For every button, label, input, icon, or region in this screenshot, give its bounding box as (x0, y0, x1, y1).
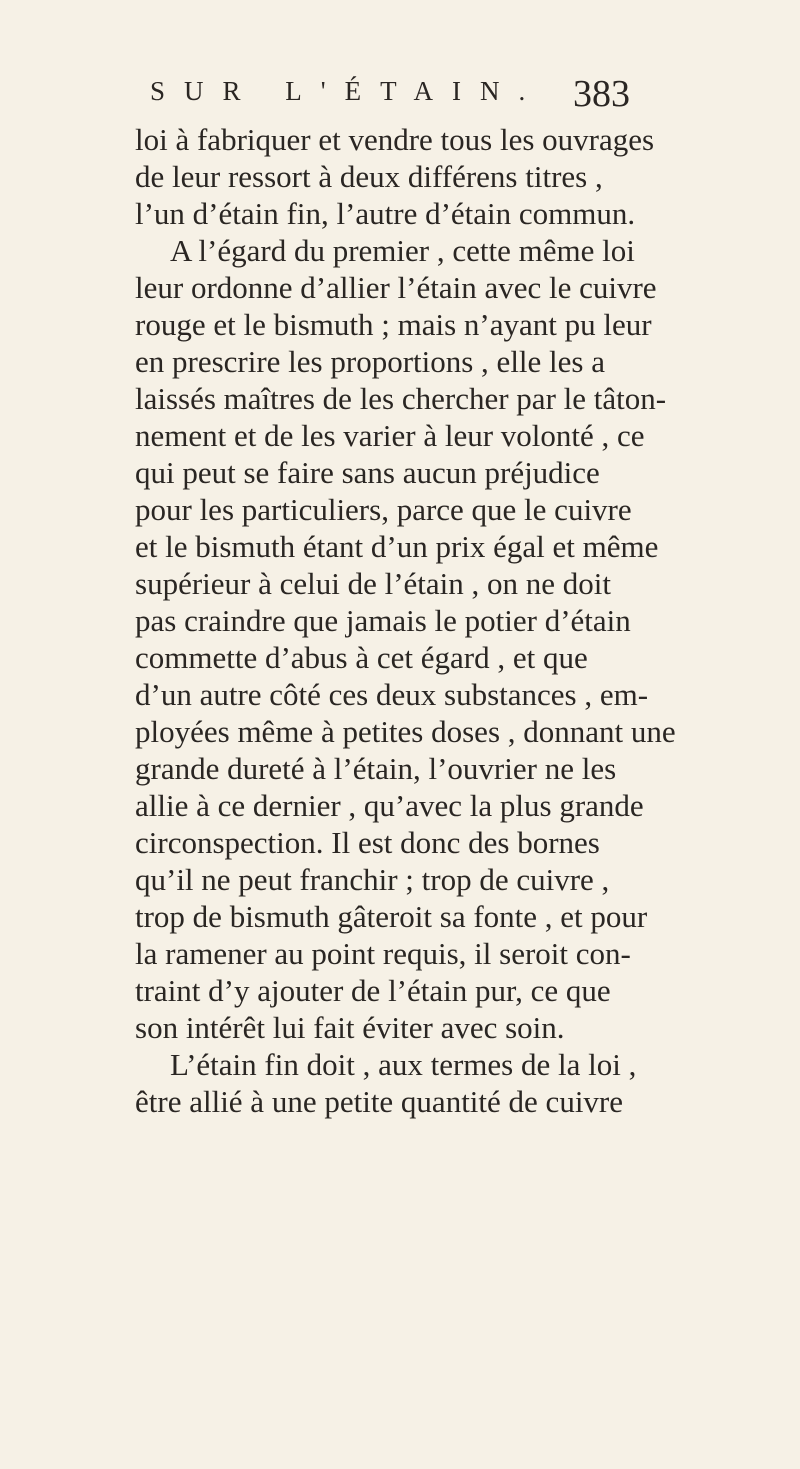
text-line: circonspection. Il est donc des bornes (135, 825, 600, 860)
text-line: A l’égard du premier , cette même loi (170, 233, 635, 268)
running-head (150, 72, 630, 122)
text-line: supérieur à celui de l’étain , on ne doit (135, 566, 612, 601)
text-line: grande dureté à l’étain, l’ouvrier ne les (135, 751, 617, 786)
text-line: qu’il ne peut franchir ; trop de cuivre , (135, 862, 610, 897)
text-line: L’étain fin doit , aux termes de la loi , (170, 1047, 637, 1082)
text-line: et le bismuth étant d’un prix égal et même (135, 529, 659, 564)
text-line: l’un d’étain fin, l’autre d’étain commun. (135, 196, 636, 231)
page-number: 383 (573, 73, 630, 115)
text-line: loi à fabriquer et vendre tous les ouvrages (135, 122, 655, 157)
text-line: commette d’abus à cet égard , et que (135, 640, 588, 675)
text-line: être allié à une petite quantité de cuivre (135, 1084, 624, 1119)
text-line: qui peut se faire sans aucun préjudice (135, 455, 600, 490)
text-line: d’un autre côté ces deux substances , em- (135, 677, 649, 712)
text-line: son intérêt lui fait éviter avec soin. (135, 1010, 565, 1045)
text-line: trop de bismuth gâteroit sa fonte , et pour (135, 899, 648, 934)
text-line: la ramener au point requis, il seroit con- (135, 936, 631, 971)
text-line: pour les particuliers, parce que le cuivre (135, 492, 632, 527)
text-line: laissés maîtres de les chercher par le tâton- (135, 381, 667, 416)
text-line: rouge et le bismuth ; mais n’ayant pu leur (135, 307, 652, 342)
text-line: pas craindre que jamais le potier d’étain (135, 603, 631, 638)
text-line: de leur ressort à deux différens titres , (135, 159, 603, 194)
text-line: nement et de les varier à leur volonté , ce (135, 418, 645, 453)
running-title: SUR L'ÉTAIN. (150, 76, 545, 106)
text-line: leur ordonne d’allier l’étain avec le cuivre (135, 270, 657, 305)
text-line: traint d’y ajouter de l’étain pur, ce que (135, 973, 611, 1008)
text-line: ployées même à petites doses , donnant une (135, 714, 676, 749)
text-line: allie à ce dernier , qu’avec la plus grande (135, 788, 644, 823)
text-line: en prescrire les proportions , elle les a (135, 344, 605, 379)
